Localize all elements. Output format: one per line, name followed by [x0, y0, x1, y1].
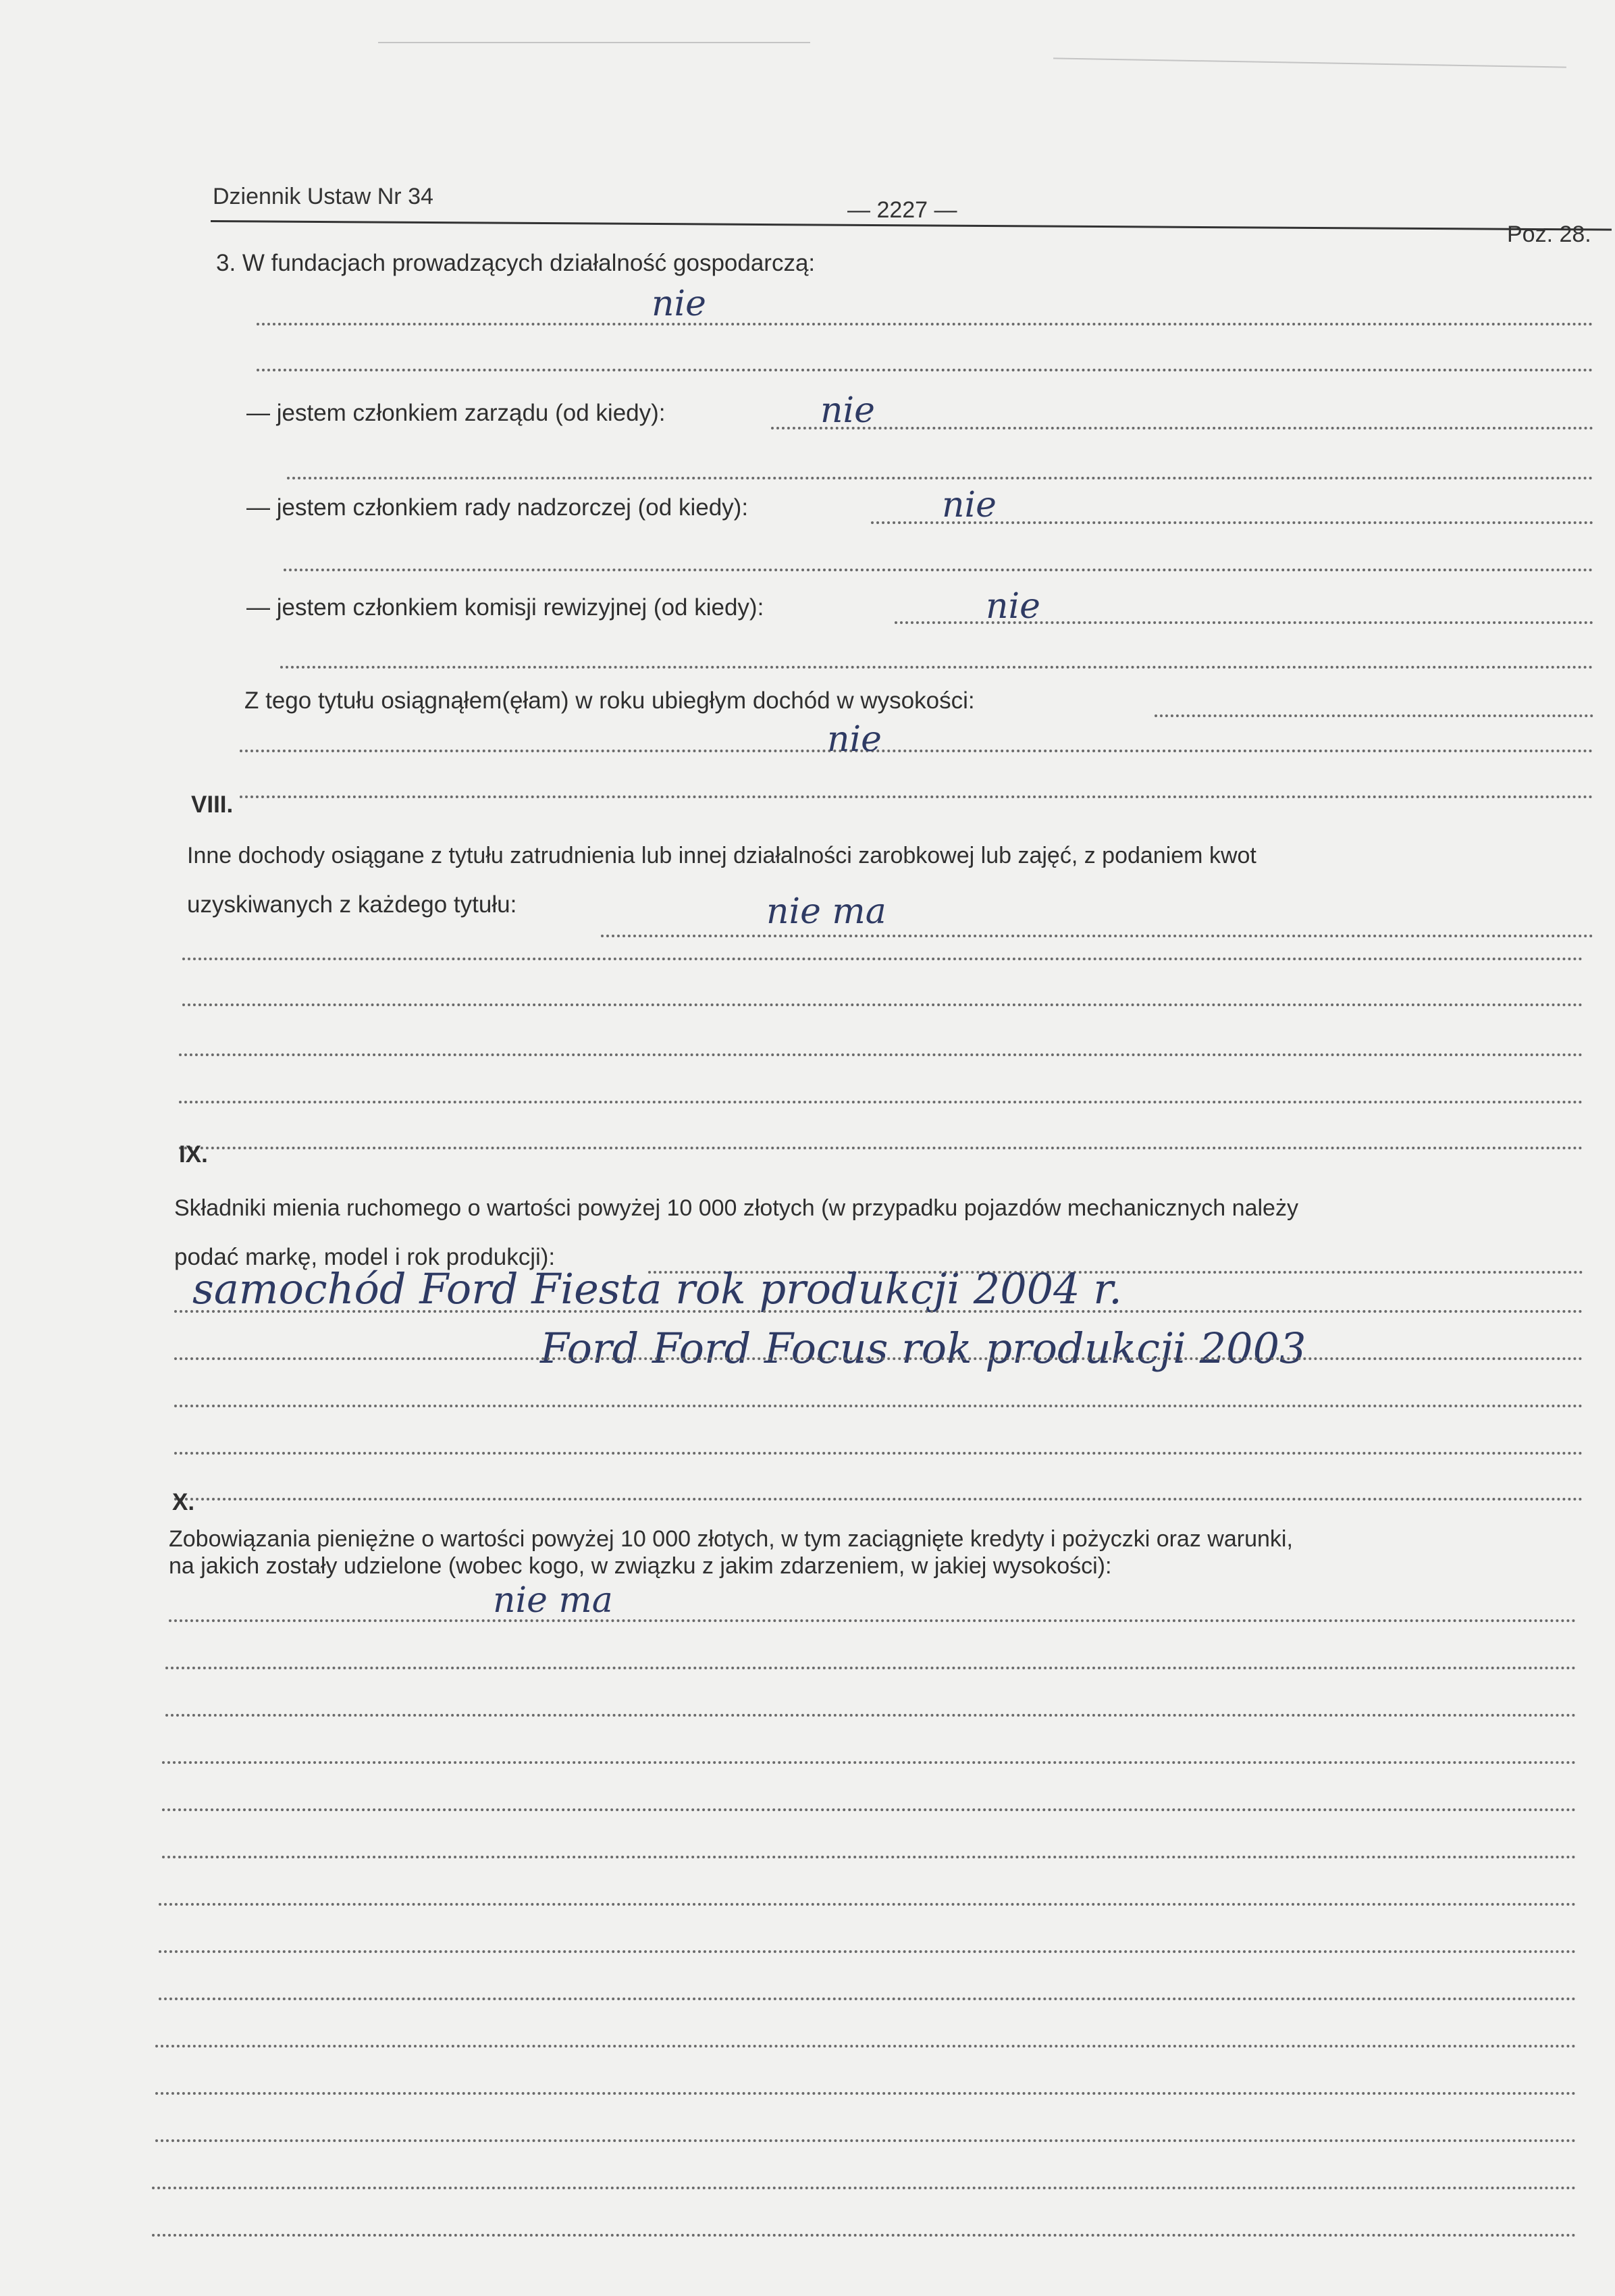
fill-line	[179, 1053, 1583, 1056]
fill-line	[159, 1950, 1577, 1953]
scan-fold-line	[1053, 57, 1566, 68]
fill-line	[179, 1101, 1583, 1103]
fill-line	[159, 1903, 1577, 1906]
journal-title: Dziennik Ustaw Nr 34	[213, 184, 433, 209]
section-10-text: Zobowiązania pieniężne o wartości powyżej 10 000 złotych, w tym zaciągnięte kredyty i pożyczki oraz warunki,	[169, 1526, 1293, 1552]
fill-line	[152, 2187, 1577, 2189]
income-label: Z tego tytułu osiągnąłem(ęłam) w roku ubiegłym dochód w wysokości:	[244, 687, 975, 714]
section-3-title: 3. W fundacjach prowadzących działalność gospodarczą:	[216, 250, 816, 276]
fill-line	[1155, 714, 1593, 717]
fill-line	[182, 958, 1583, 960]
fill-line	[240, 750, 1593, 752]
section-9-heading: IX.	[179, 1141, 208, 1168]
fill-line	[155, 2092, 1577, 2095]
section-10-text: na jakich zostały udzielone (wobec kogo, w związku z jakim zdarzeniem, w jakiej wysokości):	[169, 1553, 1112, 1579]
board-member-label: — jestem członkiem zarządu (od kiedy):	[246, 400, 666, 426]
section-8-text: uzyskiwanych z każdego tytułu:	[187, 891, 517, 918]
fill-line	[280, 666, 1593, 669]
scan-fold-line	[378, 42, 810, 43]
fill-line	[771, 427, 1593, 429]
handwritten-answer: nie	[986, 586, 1040, 627]
fill-line	[174, 1498, 1583, 1501]
fill-line	[155, 2139, 1577, 2142]
fill-line	[159, 1998, 1577, 2000]
handwritten-answer: nie	[827, 719, 882, 760]
handwritten-answer: nie	[820, 390, 875, 431]
fill-line	[174, 1452, 1583, 1455]
fill-line	[174, 1357, 1583, 1360]
fill-line	[152, 2234, 1577, 2237]
fill-line	[165, 1714, 1577, 1717]
handwritten-answer: nie	[652, 284, 706, 324]
section-9-text: podać markę, model i rok produkcji):	[174, 1244, 556, 1270]
fill-line	[240, 795, 1593, 798]
section-8-heading: VIII.	[191, 791, 234, 818]
handwritten-answer: samochód Ford Fiesta rok produkcji 2004 r.	[192, 1264, 1122, 1313]
fill-line	[162, 1808, 1577, 1811]
audit-committee-label: — jestem członkiem komisji rewizyjnej (od kiedy):	[246, 594, 764, 621]
fill-line	[182, 1003, 1583, 1006]
fill-line	[169, 1619, 1577, 1622]
supervisory-board-label: — jestem członkiem rady nadzorczej (od kiedy):	[246, 494, 749, 521]
section-10-heading: X.	[172, 1489, 195, 1515]
page-number: — 2227 —	[847, 197, 957, 223]
handwritten-answer: Ford Ford Focus rok produkcji 2003	[540, 1324, 1306, 1373]
fill-line	[601, 935, 1593, 937]
fill-line	[174, 1405, 1583, 1407]
position-number: Poz. 28.	[1507, 221, 1591, 247]
section-9-text: Składniki mienia ruchomego o wartości powyżej 10 000 złotych (w przypadku pojazdów mechanicznych należy	[174, 1195, 1298, 1221]
fill-line	[257, 323, 1593, 325]
fill-line	[284, 569, 1593, 571]
fill-line	[179, 1147, 1583, 1149]
handwritten-answer: nie ma	[766, 891, 886, 932]
fill-line	[165, 1667, 1577, 1669]
fill-line	[162, 1761, 1577, 1764]
handwritten-answer: nie	[942, 485, 997, 525]
handwritten-answer: nie ma	[493, 1580, 613, 1621]
fill-line	[155, 2045, 1577, 2047]
fill-line	[174, 1310, 1583, 1313]
fill-line	[287, 477, 1593, 479]
fill-line	[257, 369, 1593, 371]
fill-line	[162, 1856, 1577, 1858]
section-8-text: Inne dochody osiągane z tytułu zatrudnienia lub innej działalności zarobkowej lub zajęć, z podaniem kwot	[187, 843, 1256, 868]
